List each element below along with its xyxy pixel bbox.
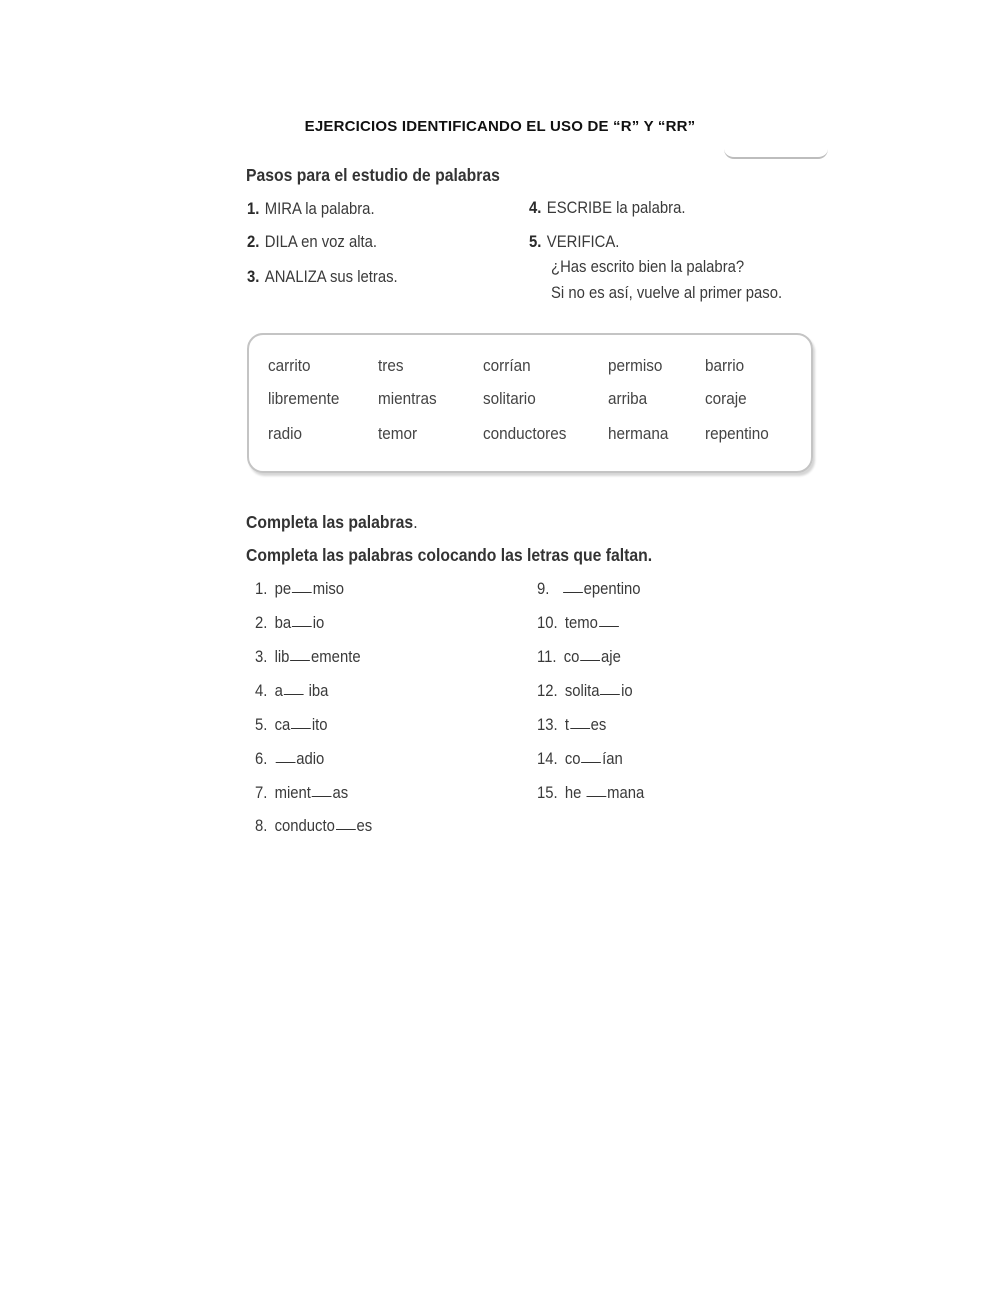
word-bank-word: radio	[268, 424, 303, 443]
word-before: he	[564, 784, 586, 802]
step-number: 2.	[247, 233, 260, 251]
exercise-number: 6.	[255, 750, 268, 768]
word-bank-word: repentino	[705, 424, 769, 443]
exercise-item-15	[537, 784, 644, 803]
exercise-number: 1.	[255, 580, 268, 598]
step-number: 5.	[529, 233, 542, 251]
exercise-number: 9.	[537, 580, 550, 598]
exercise-item-9	[537, 580, 641, 599]
word-before: ba	[274, 614, 292, 632]
exercise-number: 10.	[537, 614, 558, 632]
word-bank-word: barrio	[705, 356, 745, 375]
word-after: miso	[312, 580, 345, 598]
step-text: MIRA la palabra.	[264, 200, 375, 218]
blank-input[interactable]	[292, 591, 312, 593]
blank-input[interactable]	[284, 693, 304, 695]
word-after: as	[332, 784, 349, 802]
word-bank-word: coraje	[705, 389, 747, 408]
exercise-heading-period: .	[413, 512, 418, 532]
exercise-number: 8.	[255, 817, 268, 835]
word-after: io	[312, 614, 325, 632]
exercise-item-8	[255, 817, 372, 836]
step-3	[247, 268, 398, 287]
exercise-item-1	[255, 580, 344, 599]
word-bank-word: corrían	[483, 356, 531, 375]
step-2	[247, 233, 377, 252]
step-number: 3.	[247, 268, 260, 286]
step-4	[529, 199, 685, 218]
word-after: emente	[311, 648, 361, 666]
blank-input[interactable]	[275, 761, 295, 763]
word-before: lib	[274, 648, 290, 666]
exercise-number: 4.	[255, 682, 268, 700]
step-number: 4.	[529, 199, 542, 217]
exercise-number: 15.	[537, 784, 558, 802]
word-bank-word: solitario	[483, 389, 536, 408]
step-5	[529, 233, 619, 252]
step-text: VERIFICA.	[546, 233, 620, 251]
word-after: ían	[602, 750, 623, 768]
word-bank-word: tres	[378, 356, 404, 375]
word-bank-word: permiso	[608, 356, 663, 375]
word-bank-word: carrito	[268, 356, 311, 375]
word-bank-word: arriba	[608, 389, 648, 408]
word-after: iba	[304, 682, 329, 700]
step-text: ESCRIBE la palabra.	[546, 199, 686, 217]
step-1	[247, 200, 375, 219]
decorative-tab-mark	[724, 149, 828, 159]
document-title: EJERCICIOS IDENTIFICANDO EL USO DE “R” Y “RR”	[304, 118, 696, 135]
word-before: t	[564, 716, 569, 734]
step-number: 1.	[247, 200, 260, 218]
exercise-instruction: Completa las palabras colocando las letras que faltan.	[246, 545, 653, 565]
exercise-heading-text: Completa las palabras	[246, 512, 414, 532]
word-after: epentino	[583, 580, 641, 598]
word-before: pe	[274, 580, 292, 598]
step-text: DILA en voz alta.	[264, 233, 378, 251]
exercise-item-10	[537, 614, 619, 633]
exercise-item-4	[255, 682, 328, 701]
word-bank-word: hermana	[608, 424, 669, 443]
word-before: solita	[564, 682, 600, 700]
blank-input[interactable]	[599, 625, 619, 627]
exercise-item-14	[537, 750, 623, 769]
word-after: ito	[311, 716, 328, 734]
exercise-number: 7.	[255, 784, 268, 802]
exercise-number: 5.	[255, 716, 268, 734]
blank-input[interactable]	[581, 761, 601, 763]
step-5-note-line-1: ¿Has escrito bien la palabra?	[551, 258, 745, 276]
blank-input[interactable]	[312, 795, 332, 797]
word-after: io	[621, 682, 633, 700]
word-after: aje	[601, 648, 621, 666]
word-before: ca	[274, 716, 291, 734]
word-after: es	[590, 716, 607, 734]
word-bank-word: conductores	[483, 424, 567, 443]
exercise-number: 14.	[537, 750, 558, 768]
word-before: a	[274, 682, 283, 700]
step-text: ANALIZA sus letras.	[264, 268, 398, 286]
word-before: conducto	[274, 817, 335, 835]
blank-input[interactable]	[586, 795, 606, 797]
exercise-item-11	[537, 648, 621, 667]
exercise-item-12	[537, 682, 633, 701]
exercise-number: 2.	[255, 614, 268, 632]
steps-heading: Pasos para el estudio de palabras	[246, 165, 500, 185]
word-after: adio	[296, 750, 325, 768]
word-after: mana	[607, 784, 645, 802]
word-bank-word: mientras	[378, 389, 437, 408]
exercise-item-6	[255, 750, 324, 769]
exercise-heading	[246, 512, 418, 533]
exercise-item-2	[255, 614, 324, 633]
blank-input[interactable]	[563, 591, 583, 593]
exercise-number: 3.	[255, 648, 268, 666]
step-5-note-line-2: Si no es así, vuelve al primer paso.	[551, 284, 783, 302]
blank-input[interactable]	[580, 659, 600, 661]
word-before: mient	[274, 784, 311, 802]
blank-input[interactable]	[290, 659, 310, 661]
exercise-number: 12.	[537, 682, 558, 700]
word-before: co	[563, 648, 580, 666]
word-bank-word: libremente	[268, 389, 340, 408]
word-after: es	[356, 817, 373, 835]
exercise-number: 11.	[537, 648, 557, 666]
exercise-item-3	[255, 648, 361, 667]
exercise-item-7	[255, 784, 348, 803]
word-bank-word: temor	[378, 424, 418, 443]
blank-input[interactable]	[600, 693, 620, 695]
blank-input[interactable]	[336, 828, 356, 830]
exercise-item-13	[537, 716, 606, 735]
exercise-number: 13.	[537, 716, 558, 734]
word-before: temo	[564, 614, 598, 632]
exercise-item-5	[255, 716, 328, 735]
blank-input[interactable]	[292, 625, 312, 627]
blank-input[interactable]	[570, 727, 590, 729]
blank-input[interactable]	[291, 727, 311, 729]
word-before: co	[564, 750, 581, 768]
